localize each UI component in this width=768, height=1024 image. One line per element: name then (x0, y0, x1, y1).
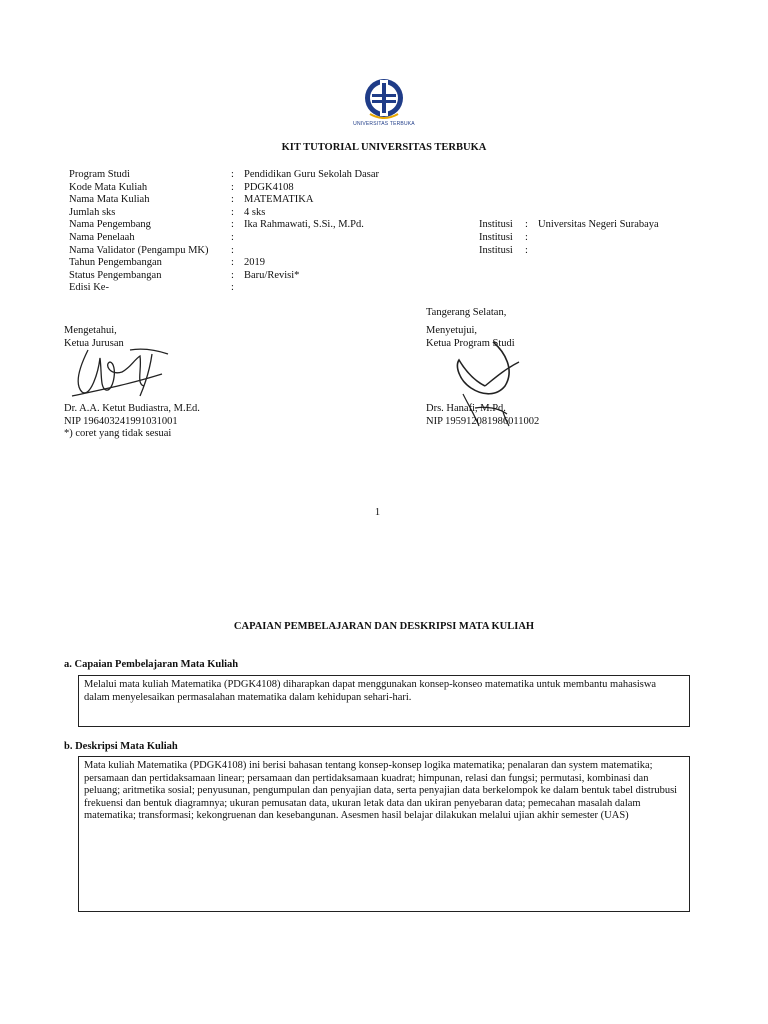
info-colon: : (231, 269, 234, 281)
info-colon: : (231, 257, 234, 269)
institusi-colon: : (525, 232, 528, 243)
info-label: Nama Penelaah (69, 232, 135, 243)
signature-right-name-block (426, 403, 539, 428)
info-colon: : (231, 232, 234, 243)
info-colon: : (231, 206, 234, 218)
document-title: KIT TUTORIAL UNIVERSITAS TERBUKA (281, 142, 487, 153)
sign-right-line2: Ketua Program Studi (426, 337, 515, 349)
logo-text: UNIVERSITAS TERBUKA (353, 121, 415, 127)
section-title: CAPAIAN PEMBELAJARAN DAN DESKRIPSI MATA KULIAH (233, 621, 535, 632)
institusi-colon: : (525, 244, 528, 256)
info-value: 2019 (244, 257, 265, 269)
institusi-label: Institusi (479, 232, 513, 243)
page-number: 1 (374, 507, 381, 518)
sign-right-name: Drs. Hanafi, M.Pd. (426, 403, 506, 414)
info-colon: : (231, 169, 234, 180)
info-label: Program Studi (69, 169, 130, 180)
section-a-text: Melalui mata kuliah Matematika (PDGK4108) diharapkan dapat menggunakan konsep-konseo matematika untuk membantu mahasiswa dalam menyelesaikan permasalahan matematika dalam kehidupan sehari-hari. (84, 679, 657, 703)
sign-left-nip: NIP 196403241991031001 (64, 415, 178, 427)
info-label: Jumlah sks (69, 206, 116, 218)
signature-left-name-block (64, 403, 200, 441)
sign-left-line2: Ketua Jurusan (64, 337, 124, 349)
info-label: Kode Mata Kuliah (69, 181, 148, 193)
info-value: 4 sks (244, 206, 266, 218)
institusi-label: Institusi (479, 244, 513, 256)
info-label: Edisi Ke- (69, 282, 109, 294)
info-colon: : (231, 219, 234, 231)
info-label: Nama Pengembang (69, 219, 151, 231)
info-label: Nama Validator (Pengampu MK) (69, 244, 209, 256)
info-value: MATEMATIKA (244, 194, 314, 206)
info-colon: : (231, 282, 234, 294)
info-colon: : (231, 244, 234, 256)
section-a-heading: a. Capaian Pembelajaran Mata Kuliah (64, 659, 239, 670)
institusi-colon: : (525, 219, 528, 231)
signature-left-image (70, 344, 175, 406)
section-b-box (78, 756, 690, 912)
sign-left-line1: Mengetahui, (64, 325, 117, 336)
section-b-heading: b. Deskripsi Mata Kuliah (64, 741, 178, 752)
sign-place: Tangerang Selatan, (426, 307, 507, 318)
info-value: Baru/Revisi* (244, 269, 300, 281)
info-value: PDGK4108 (244, 181, 294, 193)
section-b-text: Mata kuliah Matematika (PDGK4108) ini berisi bahasan tentang konsep-konsep logika matematika; penalaran dan system matematika; persamaan dan pertidaksamaan linear; persamaan dan pertidaksamaan kuadrat; himpunan, relasi dan fungsi; permutasi, kombinasi dan peluang; aritmetika sosial; penyusunan, pengumpulan dan penyajian data, serta penyajian data berkelompok ke dalam bentuk tabel distrubusi frekuensi dan bentuk diagramnya; ukuran pemusatan data, ukuran letak data dan ukiran penyebaran data; pemecahan masalah dalam matematika; transformasi; kekongruenan dan kesebangunan. Asesmen hasil belajar dilakukan melalui ujian akhir semester (UAS) (84, 760, 678, 822)
info-label: Tahun Pengembangan (69, 257, 162, 269)
sign-left-name: Dr. A.A. Ketut Budiastra, M.Ed. (64, 403, 200, 414)
sign-right-nip: NIP 195912081986011002 (426, 415, 540, 427)
sign-right-line1: Menyetujui, (426, 325, 478, 336)
section-a-box (78, 675, 690, 727)
institusi-label: Institusi (479, 219, 513, 231)
info-colon: : (231, 194, 234, 206)
sign-note: *) coret yang tidak sesuai (64, 428, 172, 440)
info-label: Nama Mata Kuliah (69, 194, 150, 206)
info-colon: : (231, 181, 234, 193)
info-label: Status Pengembangan (69, 269, 162, 281)
info-value: Pendidikan Guru Sekolah Dasar (244, 169, 380, 180)
info-value: Ika Rahmawati, S.Si., M.Pd. (244, 219, 364, 231)
institusi-value: Universitas Negeri Surabaya (538, 219, 659, 231)
